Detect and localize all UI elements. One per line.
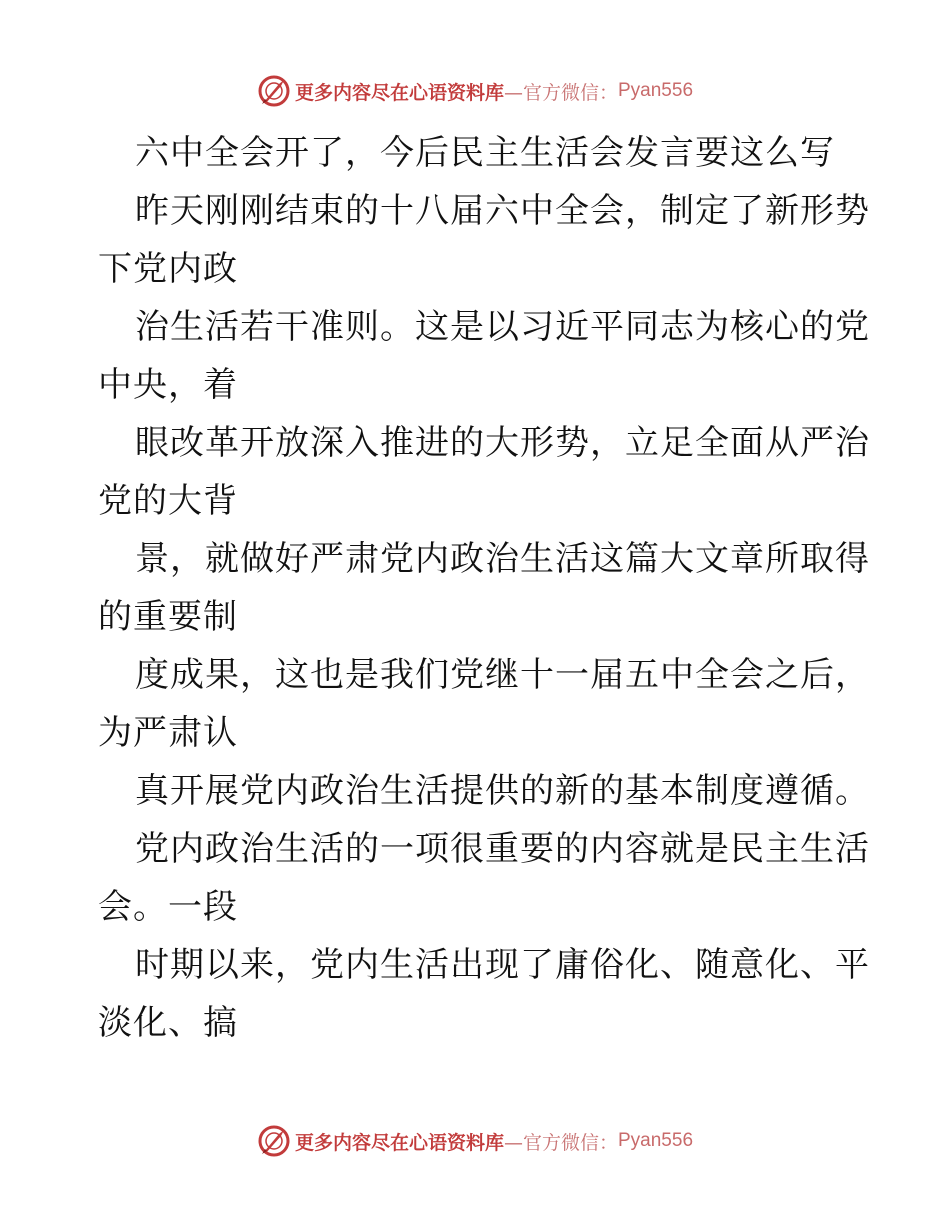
pen-logo-icon (257, 74, 291, 108)
banner-site-name: 更多内容尽在心语资料库 (294, 1131, 504, 1154)
banner-wechat-id: Pyan556 (618, 80, 694, 101)
doc-line: 真开展党内政治生活提供的新的基本制度遵循。 (135, 771, 870, 811)
header-banner (0, 71, 950, 111)
banner-wechat-id: Pyan556 (618, 1130, 694, 1151)
doc-line: 度成果，这也是我们党继十一届五中全会之后， (135, 655, 870, 695)
banner-site-name: 更多内容尽在心语资料库 (294, 81, 504, 104)
doc-line: 景，就做好严肃党内政治生活这篇大文章所取得 (135, 539, 870, 579)
doc-line: 治生活若干准则。这是以习近平同志为核心的党 (135, 307, 870, 347)
doc-line: 会。一段 (98, 887, 238, 927)
banner-wechat-label: —官方微信： (503, 1131, 618, 1154)
doc-line: 下党内政 (98, 249, 238, 289)
doc-line: 昨天刚刚结束的十八届六中全会，制定了新形势 (135, 191, 870, 231)
doc-line: 淡化、搞 (98, 1003, 238, 1043)
document-body (98, 124, 870, 1052)
banner-wechat-label: —官方微信： (503, 81, 618, 104)
doc-line: 中央，着 (98, 365, 238, 405)
doc-line: 党的大背 (98, 481, 238, 521)
pen-logo-icon (257, 1124, 291, 1158)
doc-line: 时期以来，党内生活出现了庸俗化、随意化、平 (135, 945, 870, 985)
footer-banner (0, 1121, 950, 1161)
doc-line: 为严肃认 (98, 713, 238, 753)
doc-line: 眼改革开放深入推进的大形势，立足全面从严治 (135, 423, 870, 463)
doc-line: 的重要制 (98, 597, 238, 637)
doc-line: 党内政治生活的一项很重要的内容就是民主生活 (135, 829, 870, 869)
doc-title-line: 六中全会开了，今后民主生活会发言要这么写 (135, 133, 835, 173)
